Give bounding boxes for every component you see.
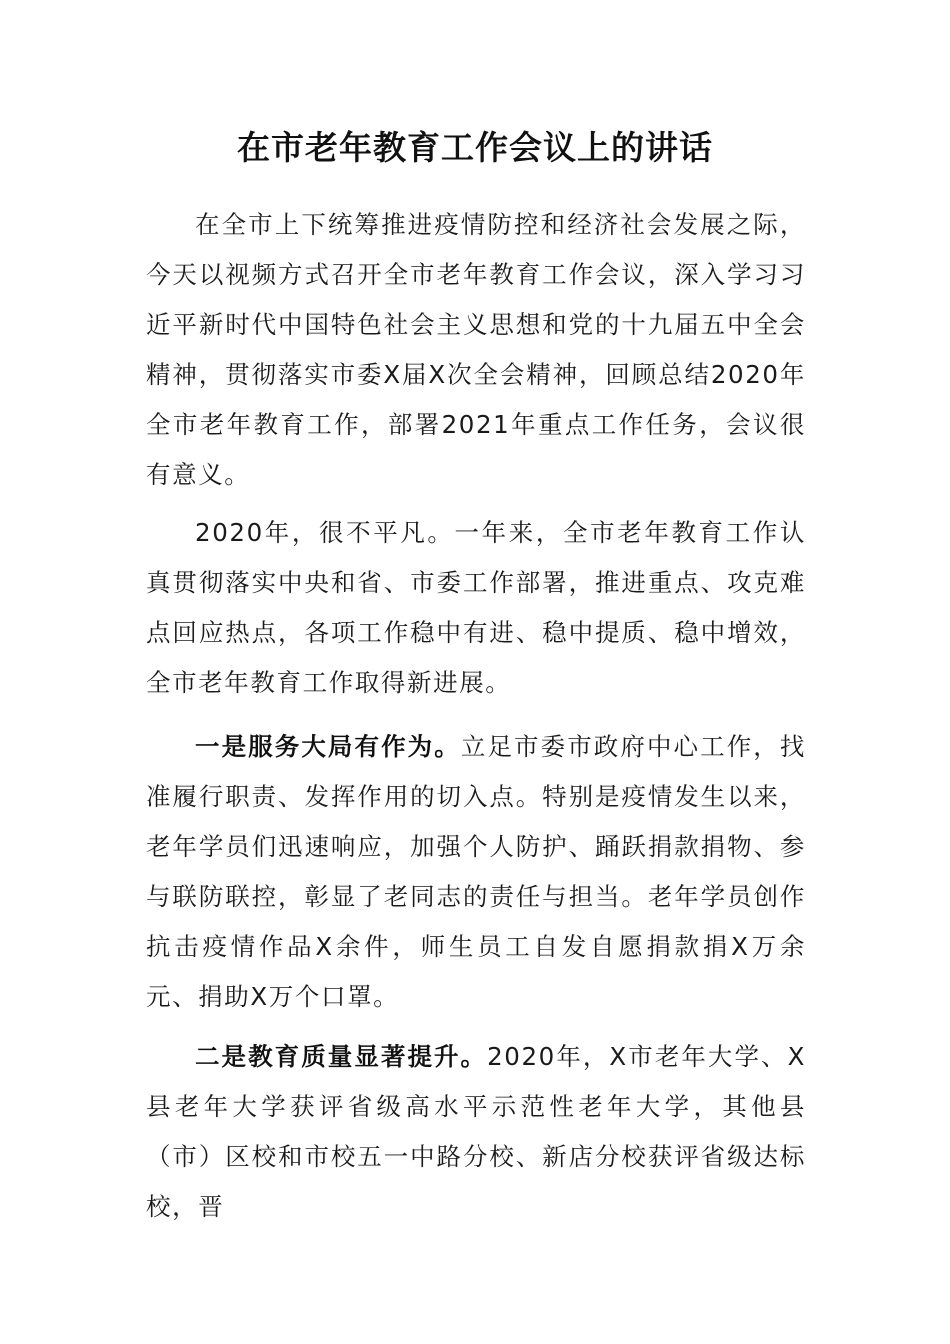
paragraph-3 bbox=[146, 722, 806, 1022]
paragraph-2 bbox=[146, 508, 806, 708]
paragraph-lead: 二是教育质量显著提升。 bbox=[195, 1042, 488, 1071]
document-title: 在市老年教育工作会议上的讲话 bbox=[237, 128, 713, 167]
paragraph-1 bbox=[146, 200, 806, 500]
paragraph-text: 2020年，很不平凡。一年来，全市老年教育工作认真贯彻落实中央和省、市委工作部署，推进重点、攻克难点回应热点，各项工作稳中有进、稳中提质、稳中增效，全市老年教育工作取得新进展。 bbox=[146, 518, 806, 697]
paragraph-lead: 一是服务大局有作为。 bbox=[195, 732, 461, 761]
paragraph-text: 在全市上下统筹推进疫情防控和经济社会发展之际，今天以视频方式召开全市老年教育工作会议，深入学习习近平新时代中国特色社会主义思想和党的十九届五中全会精神，贯彻落实市委X届X次全会精神，回顾总结2020年全市老年教育工作，部署2021年重点工作任务，会议很有意义。 bbox=[146, 210, 806, 489]
paragraph-text: 2020年，X市老年大学、X县老年大学获评省级高水平示范性老年大学，其他县（市）区校和市校五一中路分校、新店分校获评省级达标校，晋 bbox=[146, 1042, 806, 1221]
paragraph-4 bbox=[146, 1032, 806, 1232]
paragraph-text: 立足市委市政府中心工作，找准履行职责、发挥作用的切入点。特别是疫情发生以来，老年学员们迅速响应，加强个人防护、踊跃捐款捐物、参与联防联控，彰显了老同志的责任与担当。老年学员创作抗击疫情作品X余件，师生员工自发自愿捐款捐X万余元、捐助X万个口罩。 bbox=[146, 732, 806, 1011]
